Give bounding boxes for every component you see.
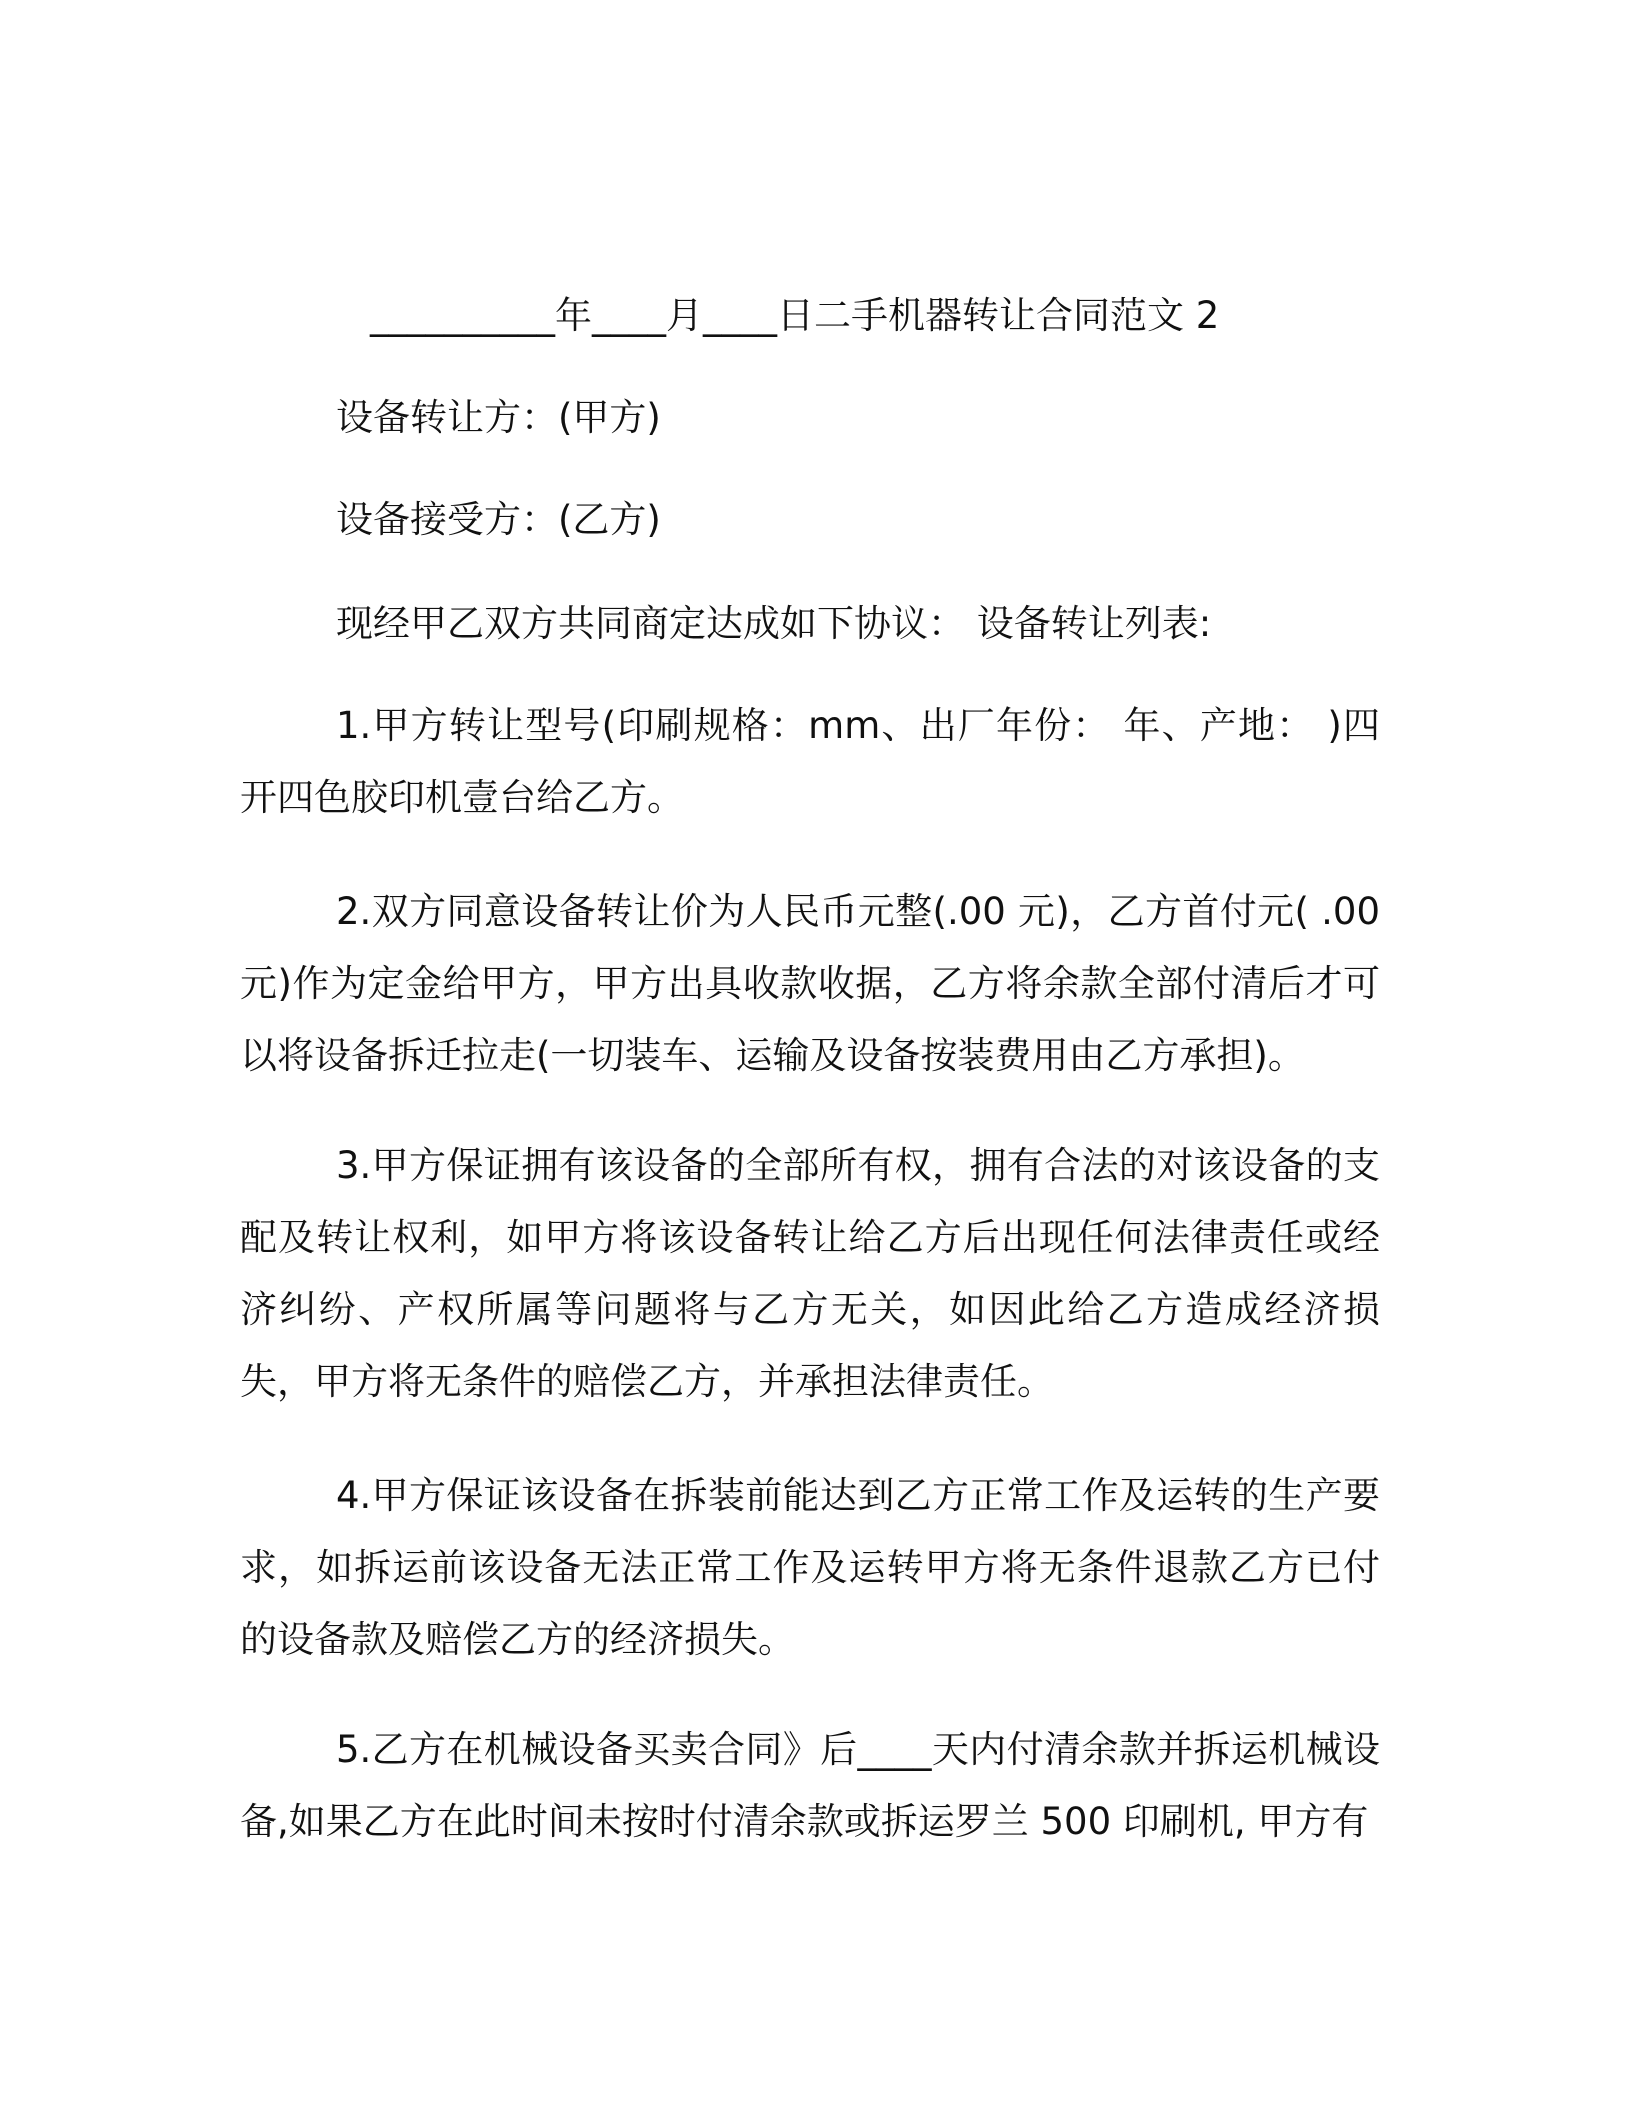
clause-5: 5.乙方在机械设备买卖合同》后____天内付清余款并拆运机械设备,如果乙方在此时间未按时付清余款或拆运罗兰 500 印刷机, 甲方有 xyxy=(240,1728,1380,1843)
clause-4: 4.甲方保证该设备在拆装前能达到乙方正常工作及运转的生产要求，如拆运前该设备无法正常工作及运转甲方将无条件退款乙方已付的设备款及赔偿乙方的经济损失。 xyxy=(240,1474,1380,1661)
transferor-line: 设备转让方：(甲方) xyxy=(336,396,661,439)
clause-1: 1.甲方转让型号(印刷规格：mm、出厂年份： 年、产地： )四开四色胶印机壹台给乙方。 xyxy=(240,704,1380,819)
clause-2: 2.双方同意设备转让价为人民币元整(.00 元)，乙方首付元( .00 元)作为定金给甲方，甲方出具收款收据，乙方将余款全部付清后才可以将设备拆迁拉走(一切装车、运输及设备按装费用由乙方承担)。 xyxy=(240,890,1380,1077)
intro-line: 现经甲乙双方共同商定达成如下协议： 设备转让列表: xyxy=(336,602,1212,645)
clause-3: 3.甲方保证拥有该设备的全部所有权，拥有合法的对该设备的支配及转让权利，如甲方将该设备转让给乙方后出现任何法律责任或经济纠纷、产权所属等问题将与乙方无关，如因此给乙方造成经济损失，甲方将无条件的赔偿乙方，并承担法律责任。 xyxy=(240,1144,1380,1403)
transferee-line: 设备接受方：(乙方) xyxy=(336,498,661,541)
document-title: __________年____月____日二手机器转让合同范文 2 xyxy=(370,294,1220,337)
